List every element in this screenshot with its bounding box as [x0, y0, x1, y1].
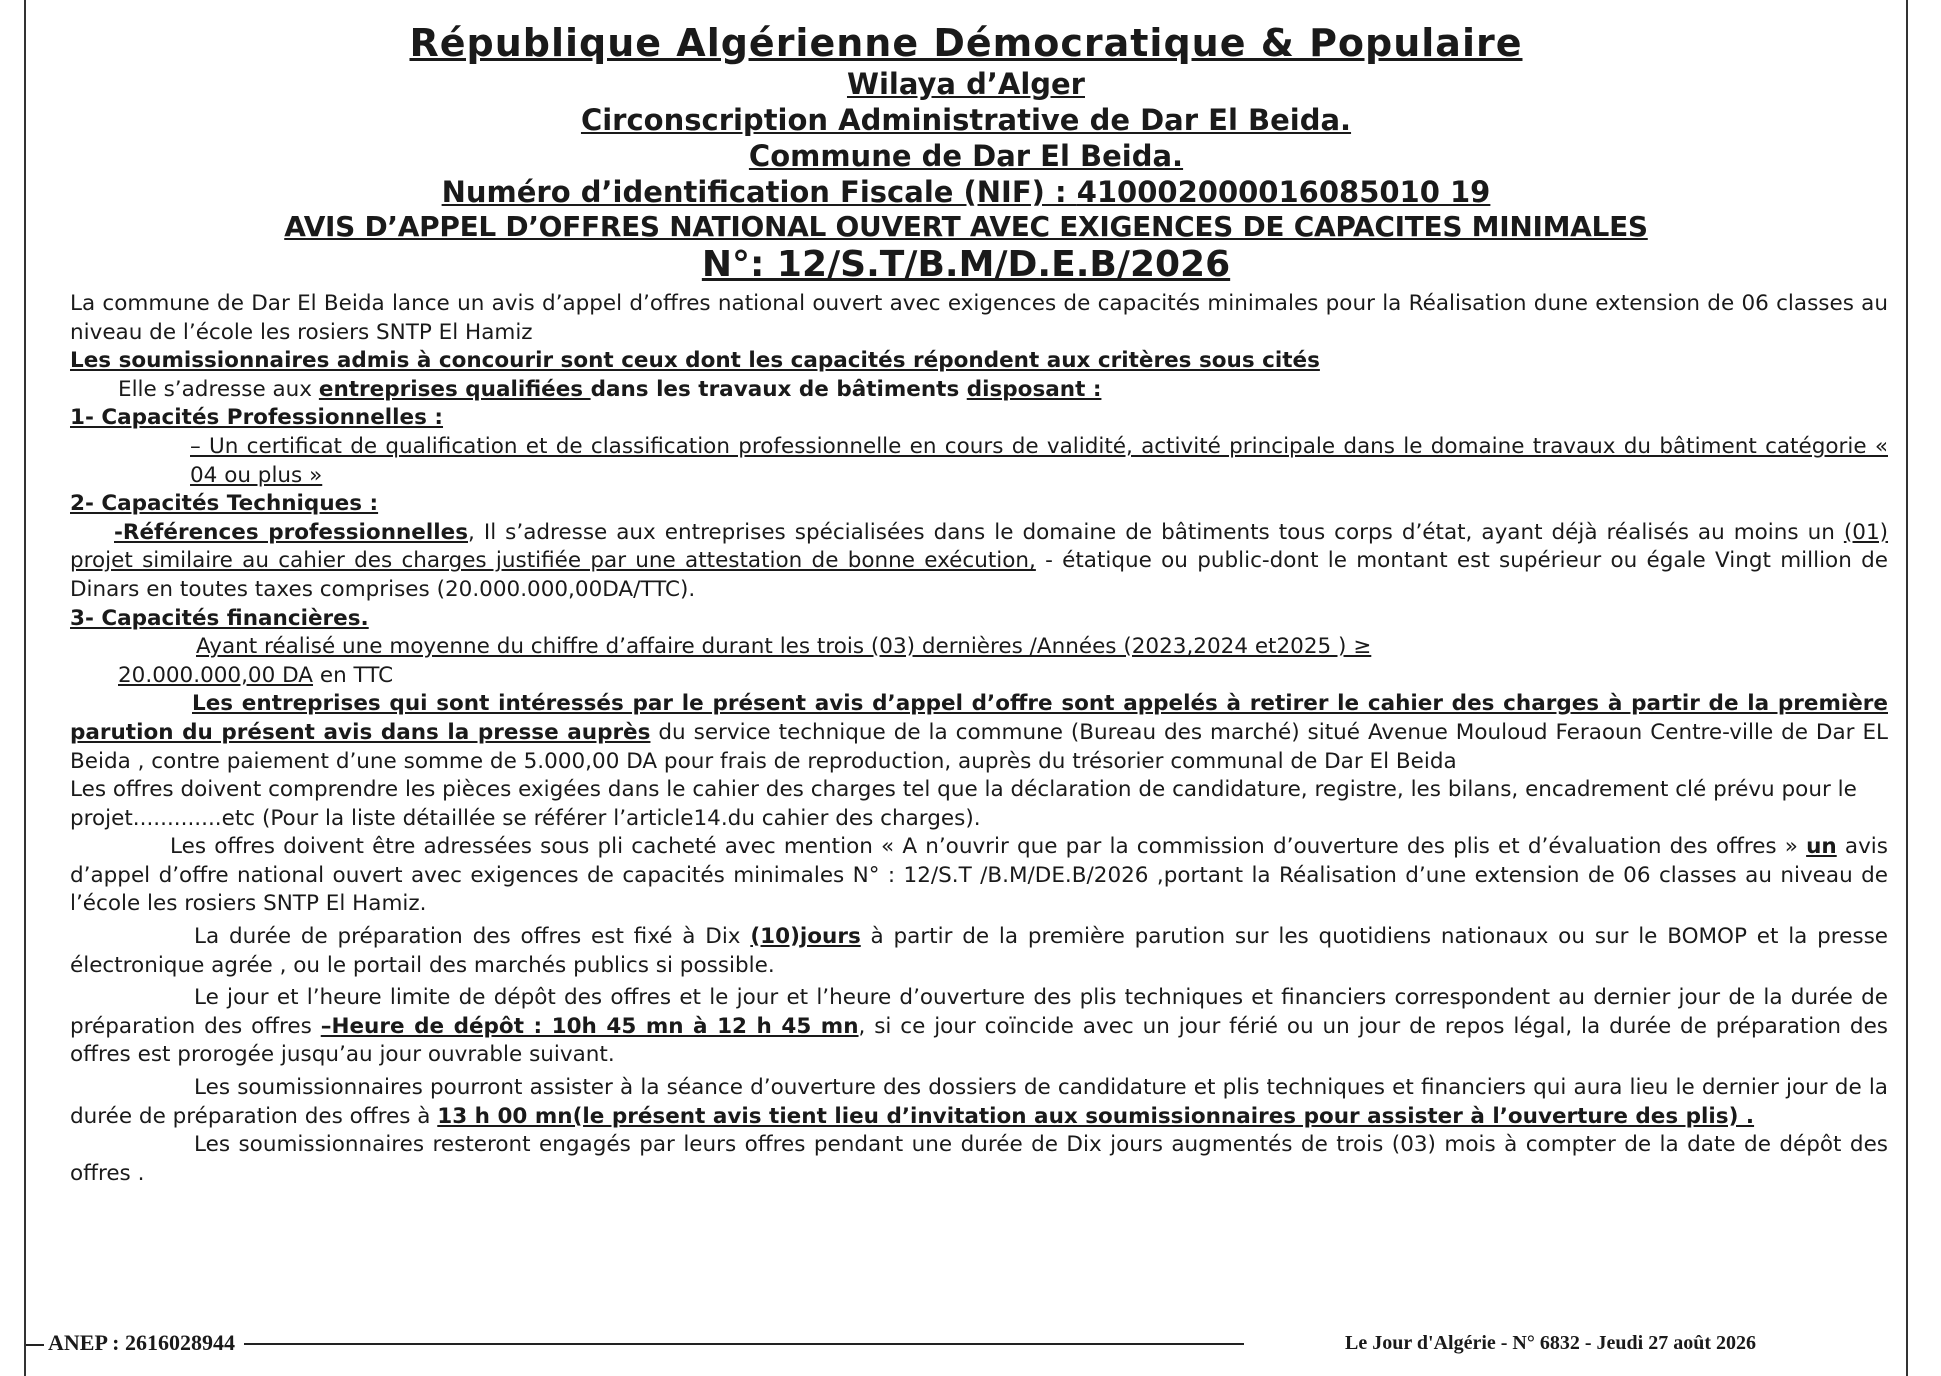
duree-a: La durée de préparation des offres est fixé à Dix [194, 924, 751, 950]
retrait-paragraph [70, 690, 1888, 776]
retrait-rest: du service technique de la commune (Bureau des marché) situé Avenue Mouloud Feraoun Centre-ville de Dar EL Beida , contre paiement d’une somme de 5.000,00 DA pour frais de reproduction, auprès du trésorier communal de Dar El Beida [70, 719, 1889, 774]
nif-label: Numéro d’identification Fiscale (NIF) : [441, 175, 1077, 209]
republic-title: République Algérienne Démocratique & Populaire [409, 21, 1523, 65]
adresse-a: Elle s’adresse aux [118, 376, 319, 402]
cap-fin-suffix: en TTC [313, 662, 394, 688]
adresse-b: entreprises qualifiées [318, 376, 591, 402]
engages-paragraph [70, 1131, 1888, 1188]
intro-paragraph: La commune de Dar El Beida lance un avis d’appel d’offres national ouvert avec exigences de capacités minimales pour la Réalisation dune extension de 06 classes au niveau de l’école les rosiers SNTP El Hamiz [70, 291, 1888, 345]
ref-pro-label: -Références professionnelles [114, 519, 469, 545]
document-page [24, 0, 1908, 1376]
cap-pro-text: – Un certificat de qualification et de classification professionnelle en cours de validité, activité principale dans le domaine travaux du bâtiment catégorie « 04 ou plus » [190, 433, 1888, 488]
anep-reference: ANEP : 2616028944 [26, 1330, 235, 1356]
wilaya-line: Wilaya d’Alger [846, 67, 1085, 101]
cap-tech-text [70, 519, 1888, 605]
pli-un: un [1806, 834, 1837, 860]
retrait-bold: Les entreprises qui sont intéressés par le présent avis d’appel d’offre sont appelés à retirer le cahier des charges à partir de la première parution du présent avis dans la presse auprès [70, 691, 1888, 745]
pli-paragraph [70, 833, 1888, 919]
footer-rule [244, 1343, 1244, 1345]
publication-source: Le Jour d'Algérie - N° 6832 - Jeudi 27 août 2026 [1345, 1332, 1756, 1354]
cap-tech-t2: (01) projet similaire au cahier des charges justifiée par une attestation de bonne exécution, [70, 519, 1889, 574]
pli-b: avis d’appel d’offre national ouvert avec exigences de capacités minimales N° : 12/S.T /B.M/DE.B/2026 ,portant la Réalisation d’une extension de 06 classes au niveau de l’école les rosiers SNTP El Hamiz. [70, 834, 1888, 917]
nif-value: 410002000016085010 19 [1076, 175, 1491, 209]
duree-c: à partir de la première parution sur les quotidiens nationaux ou sur le BOMOP et la presse électronique agrée , ou le portail des marchés publics si possible. [70, 924, 1889, 978]
pieces-paragraph: Les offres doivent comprendre les pièces exigées dans le cahier des charges tel que la déclaration de candidature, registre, les bilans, encadrement clé prévu pour le projet.............etc (Pour la liste détaillée se référer l’article14.du cahier des charges). [70, 777, 1857, 831]
cap-pro-heading: 1- Capacités Professionnelles : [70, 405, 444, 431]
document-body [26, 290, 1906, 1188]
depot-paragraph [70, 984, 1888, 1070]
document-footer [26, 1330, 1906, 1370]
cap-fin-amount: 20.000.000,00 DA [118, 662, 314, 688]
cap-fin-amount-line [70, 662, 1888, 691]
cap-fin-heading: 3- Capacités financières. [70, 605, 369, 631]
duree-b: (10)jours [750, 924, 861, 950]
seance-a: Les soumissionnaires pourront assister à la séance d’ouverture des dossiers de candidature et plis techniques et financiers qui aura lieu le dernier jour de la durée de préparation des offres à [70, 1075, 1888, 1129]
cap-tech-heading: 2- Capacités Techniques : [70, 491, 379, 517]
engages-text: Les soumissionnaires resteront engagés par leurs offres pendant une durée de Dix jours augmentés de trois (03) mois à compter de la date de dépôt des offres . [70, 1132, 1888, 1186]
avis-title: AVIS D’APPEL D’OFFRES NATIONAL OUVERT AVEC EXIGENCES DE CAPACITES MINIMALES [284, 210, 1648, 243]
depot-b: –Heure de dépôt : 10h 45 mn à 12 h 45 mn [320, 1013, 859, 1039]
adresse-c: dans les travaux de bâtiments [590, 376, 967, 402]
adresse-line [70, 376, 1888, 405]
cap-fin-text: Ayant réalisé une moyenne du chiffre d’affaire durant les trois (03) dernières /Années (2023,2024 et2025 ) ≥ [196, 634, 1372, 660]
seance-b: 13 h 00 mn(le présent avis tient lieu d’invitation aux soumissionnaires pour assister à l’ouverture des plis) . [437, 1103, 1755, 1129]
admis-line: Les soumissionnaires admis à concourir sont ceux dont les capacités répondent aux critères sous cités [70, 348, 1320, 374]
pli-a: Les offres doivent être adressées sous pli cacheté avec mention « A n’ouvrir que par la commission d’ouverture des plis et d’évaluation des offres » [170, 834, 1807, 860]
commune-line: Commune de Dar El Beida. [748, 139, 1184, 173]
nif-line [26, 174, 1906, 210]
avis-number: N°: 12/S.T/B.M/D.E.B/2026 [701, 244, 1231, 285]
cap-tech-t1: , Il s’adresse aux entreprises spécialisées dans le domaine de bâtiments tous corps d’état, ayant déjà réalisés au moins un [468, 519, 1844, 545]
depot-a: Le jour et l’heure limite de dépôt des offres et le jour et l’heure d’ouverture des plis techniques et financiers correspondent au dernier jour de la durée de préparation des offres [70, 985, 1888, 1039]
seance-paragraph [70, 1074, 1888, 1131]
document-header [26, 20, 1906, 286]
adresse-d: disposant : [966, 376, 1102, 402]
depot-c: , si ce jour coïncide avec un jour férié ou un jour de repos légal, la durée de préparation des offres est prorogée jusqu’au jour ouvrable suivant. [70, 1013, 1889, 1068]
duree-paragraph [70, 923, 1888, 980]
circonscription-line: Circonscription Administrative de Dar El Beida. [580, 103, 1352, 137]
cap-tech-t3: - étatique ou public-dont le montant est supérieur ou égale Vingt million de Dinars en toutes taxes comprises (20.000.000,00DA/TTC). [70, 548, 1888, 602]
